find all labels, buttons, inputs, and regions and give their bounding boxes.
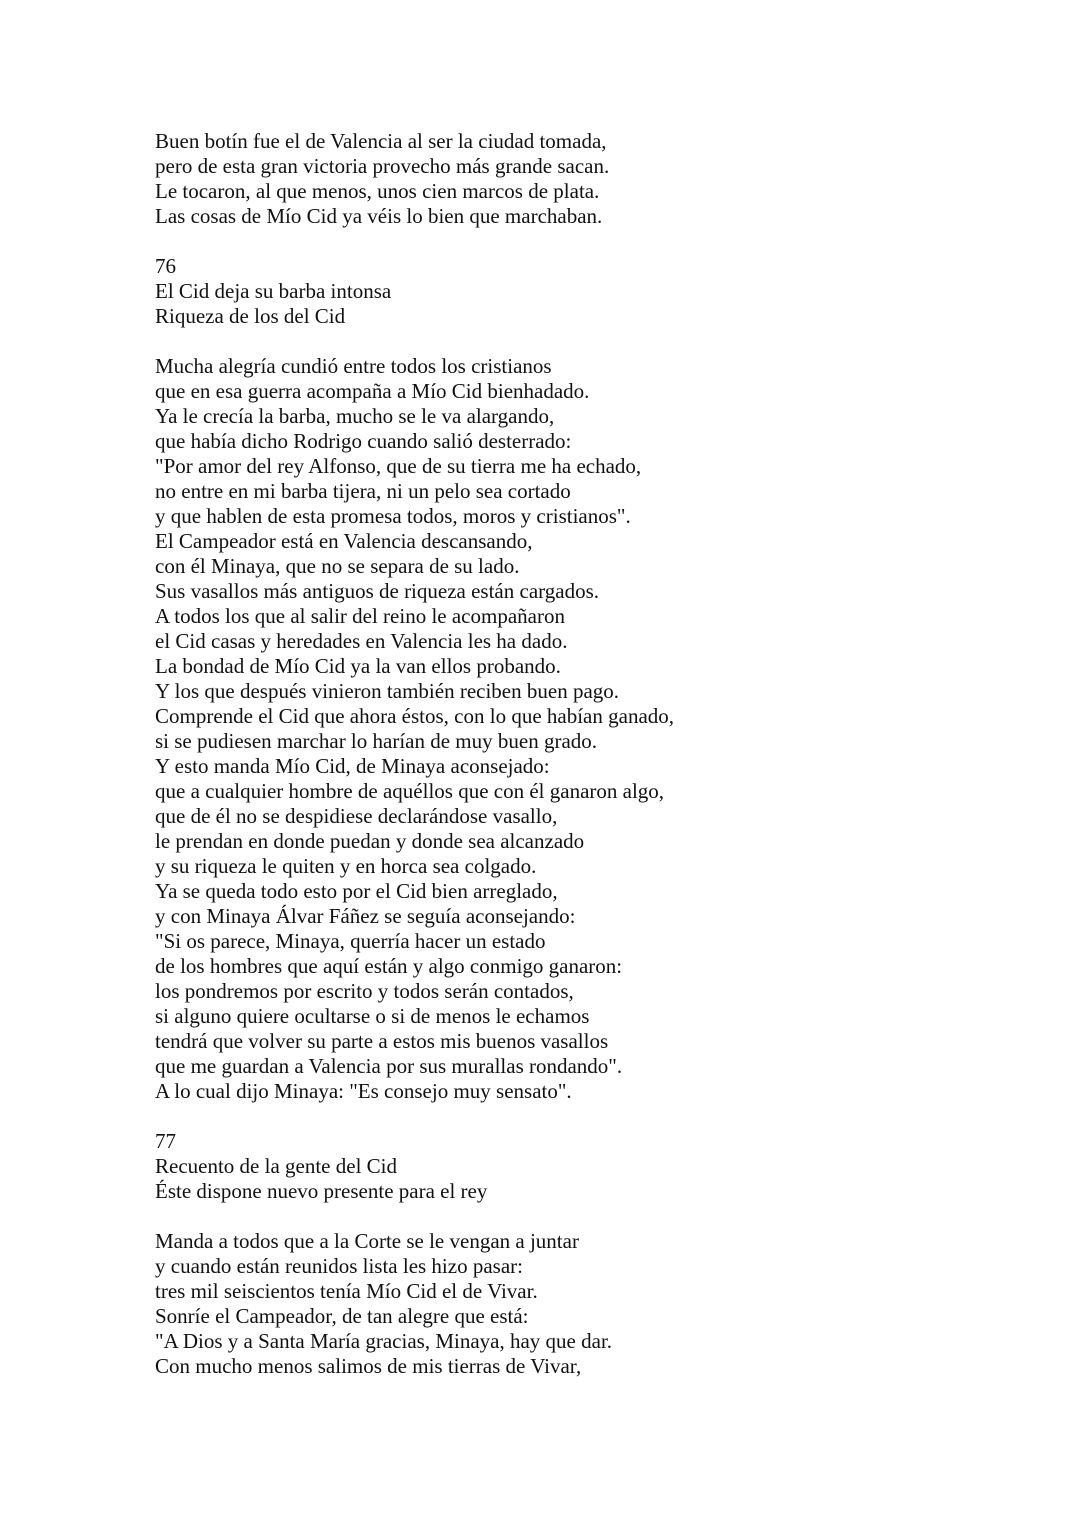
verse-line: y que hablen de esta promesa todos, moros y cristianos".: [155, 504, 631, 528]
verse-line: "A Dios y a Santa María gracias, Minaya, hay que dar.: [155, 1329, 613, 1353]
verse-line: tendrá que volver su parte a estos mis buenos vasallos: [155, 1029, 609, 1053]
verse-line: Con mucho menos salimos de mis tierras de Vivar,: [155, 1354, 582, 1378]
verse-line: Mucha alegría cundió entre todos los cristianos: [155, 354, 552, 378]
section-subtitle: Riqueza de los del Cid: [155, 304, 346, 328]
verse-line: y cuando están reunidos lista les hizo pasar:: [155, 1254, 523, 1278]
verse-line: pero de esta gran victoria provecho más grande sacan.: [155, 154, 610, 178]
verse-line: Y los que después vinieron también reciben buen pago.: [155, 679, 620, 703]
verse-line: A todos los que al salir del reino le acompañaron: [155, 604, 565, 628]
section-title: El Cid deja su barba intonsa: [155, 279, 392, 303]
verse-line: que me guardan a Valencia por sus murallas rondando".: [155, 1054, 623, 1078]
section-77-heading: [155, 1129, 1035, 1204]
section-77-verses: [155, 1229, 1035, 1379]
stanza-spacer: [155, 1204, 1035, 1229]
intro-stanza: [155, 129, 1035, 229]
section-76-heading: [155, 254, 1035, 329]
verse-line: el Cid casas y heredades en Valencia les ha dado.: [155, 629, 568, 653]
section-subtitle: Éste dispone nuevo presente para el rey: [155, 1179, 488, 1203]
verse-line: que había dicho Rodrigo cuando salió desterrado:: [155, 429, 572, 453]
verse-line: Le tocaron, al que menos, unos cien marcos de plata.: [155, 179, 600, 203]
verse-line: Ya se queda todo esto por el Cid bien arreglado,: [155, 879, 558, 903]
section-title: Recuento de la gente del Cid: [155, 1154, 398, 1178]
section-76-verses: [155, 354, 1035, 1104]
section-number: 76: [155, 254, 176, 278]
verse-line: Ya le crecía la barba, mucho se le va alargando,: [155, 404, 555, 428]
verse-line: Buen botín fue el de Valencia al ser la ciudad tomada,: [155, 129, 607, 153]
verse-line: Sonríe el Campeador, de tan alegre que está:: [155, 1304, 529, 1328]
stanza-spacer: [155, 329, 1035, 354]
stanza-spacer: [155, 1104, 1035, 1129]
verse-line: que en esa guerra acompaña a Mío Cid bienhadado.: [155, 379, 590, 403]
verse-line: Comprende el Cid que ahora éstos, con lo que habían ganado,: [155, 704, 675, 728]
verse-line: "Si os parece, Minaya, querría hacer un estado: [155, 929, 546, 953]
verse-line: Sus vasallos más antiguos de riqueza están cargados.: [155, 579, 600, 603]
verse-line: si alguno quiere ocultarse o si de menos le echamos: [155, 1004, 590, 1028]
stanza-spacer: [155, 229, 1035, 254]
verse-line: Y esto manda Mío Cid, de Minaya aconsejado:: [155, 754, 550, 778]
verse-line: "Por amor del rey Alfonso, que de su tierra me ha echado,: [155, 454, 642, 478]
verse-line: El Campeador está en Valencia descansando,: [155, 529, 533, 553]
verse-line: no entre en mi barba tijera, ni un pelo sea cortado: [155, 479, 571, 503]
document-page: [155, 129, 1035, 1379]
verse-line: Manda a todos que a la Corte se le vengan a juntar: [155, 1229, 579, 1253]
verse-line: que de él no se despidiese declarándose vasallo,: [155, 804, 558, 828]
verse-line: que a cualquier hombre de aquéllos que con él ganaron algo,: [155, 779, 665, 803]
verse-line: le prendan en donde puedan y donde sea alcanzado: [155, 829, 585, 853]
verse-line: con él Minaya, que no se separa de su lado.: [155, 554, 520, 578]
verse-line: si se pudiesen marchar lo harían de muy buen grado.: [155, 729, 598, 753]
verse-line: y su riqueza le quiten y en horca sea colgado.: [155, 854, 537, 878]
section-number: 77: [155, 1129, 176, 1153]
verse-line: tres mil seiscientos tenía Mío Cid el de Vivar.: [155, 1279, 538, 1303]
verse-line: A lo cual dijo Minaya: "Es consejo muy sensato".: [155, 1079, 572, 1103]
verse-line: y con Minaya Álvar Fáñez se seguía aconsejando:: [155, 904, 576, 928]
verse-line: La bondad de Mío Cid ya la van ellos probando.: [155, 654, 561, 678]
verse-line: Las cosas de Mío Cid ya véis lo bien que marchaban.: [155, 204, 603, 228]
verse-line: los pondremos por escrito y todos serán contados,: [155, 979, 574, 1003]
verse-line: de los hombres que aquí están y algo conmigo ganaron:: [155, 954, 623, 978]
